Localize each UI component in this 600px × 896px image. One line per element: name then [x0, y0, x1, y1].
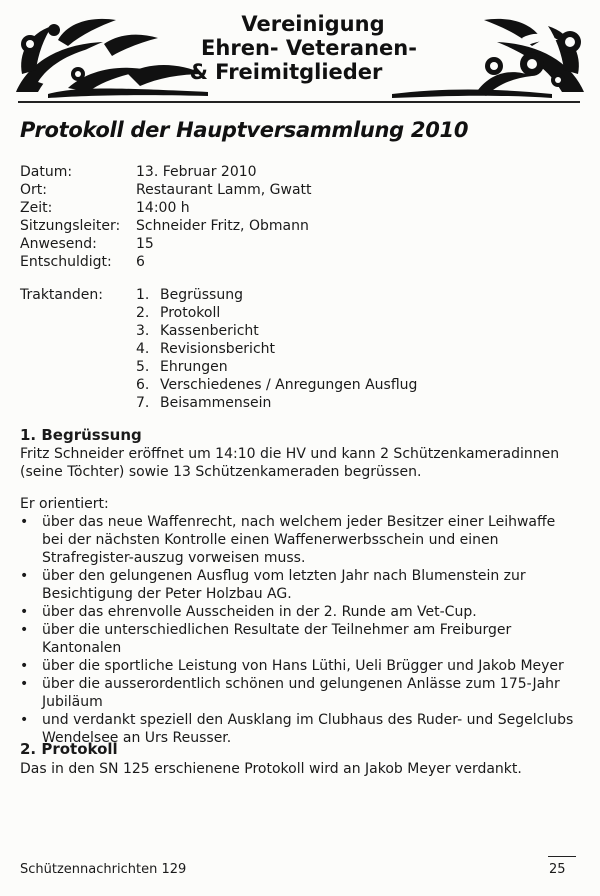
- detail-row: [20, 181, 312, 199]
- agenda-text: Verschiedenes / Anregungen Ausflug: [160, 377, 418, 393]
- list-item-text: über das ehrenvolle Ausscheiden in der 2. Runde am Vet-Cup.: [42, 604, 477, 620]
- agenda-item: [136, 340, 417, 358]
- agenda-item: [136, 322, 417, 340]
- list-item: [20, 675, 580, 711]
- detail-row: [20, 217, 312, 235]
- detail-value: 6: [136, 254, 145, 270]
- list-item-text: und verdankt speziell den Ausklang im Clubhaus des Ruder- und Segelclubs Wendelsee an Urs Reusser.: [42, 712, 574, 746]
- agenda-item: [136, 358, 417, 376]
- agenda: [20, 286, 417, 412]
- agenda-item: [136, 394, 417, 412]
- agenda-text: Protokoll: [160, 305, 221, 321]
- bullet-icon: •: [20, 658, 29, 674]
- detail-label: Entschuldigt:: [20, 254, 112, 270]
- list-item-text: über die unterschiedlichen Resultate der Teilnehmer am Freiburger Kantonalen: [42, 622, 512, 656]
- section-intro-paragraph: Fritz Schneider eröffnet um 14:10 die HV und kann 2 Schützenkameradinnen (seine Töchter) sowie 13 Schützenkameraden begrüssen.: [20, 446, 560, 480]
- agenda-item: [136, 286, 417, 304]
- agenda-text: Revisionsbericht: [160, 341, 276, 357]
- agenda-text: Ehrungen: [160, 359, 228, 375]
- list-item: [20, 603, 580, 621]
- footer-divider: [548, 856, 576, 857]
- detail-label: Anwesend:: [20, 236, 97, 252]
- organization-title: [8, 12, 592, 84]
- publication-name: Schützennachrichten 129: [20, 862, 187, 877]
- detail-value: 13. Februar 2010: [136, 164, 257, 180]
- list-item: [20, 657, 580, 675]
- agenda-text: Beisammensein: [160, 395, 272, 411]
- section-protokoll-paragraph: Das in den SN 125 erschienene Protokoll wird an Jakob Meyer verdankt.: [20, 761, 522, 777]
- agenda-number: 6.: [136, 377, 150, 393]
- detail-row: [20, 199, 312, 217]
- agenda-list: [136, 286, 417, 412]
- agenda-text: Kassenbericht: [160, 323, 259, 339]
- detail-value: 14:00 h: [136, 200, 190, 216]
- detail-value: 15: [136, 236, 154, 252]
- detail-value: Schneider Fritz, Obmann: [136, 218, 309, 234]
- detail-row: [20, 253, 312, 271]
- header-divider: [18, 101, 580, 103]
- detail-row: [20, 163, 312, 181]
- agenda-item: [136, 304, 417, 322]
- bullet-icon: •: [20, 514, 29, 530]
- bullet-icon: •: [20, 622, 29, 638]
- agenda-item: [136, 376, 417, 394]
- detail-row: [20, 235, 312, 253]
- agenda-text: Begrüssung: [160, 287, 243, 303]
- section-heading-protokoll: 2. Protokoll: [20, 740, 118, 758]
- agenda-number: 3.: [136, 323, 150, 339]
- agenda-number: 1.: [136, 287, 150, 303]
- agenda-label: Traktanden:: [20, 287, 103, 303]
- org-title-line-2: Ehren- Veteranen-: [201, 36, 417, 60]
- org-title-line-1: Vereinigung: [241, 12, 385, 36]
- detail-value: Restaurant Lamm, Gwatt: [136, 182, 312, 198]
- agenda-number: 2.: [136, 305, 150, 321]
- agenda-number: 7.: [136, 395, 150, 411]
- document-title: Protokoll der Hauptversammlung 2010: [20, 118, 469, 142]
- list-item-text: über die ausserordentlich schönen und gelungenen Anlässe zum 175-Jahr Jubiläum: [42, 676, 560, 710]
- list-item: [20, 567, 580, 603]
- meeting-details: [20, 163, 312, 271]
- detail-label: Datum:: [20, 164, 73, 180]
- detail-label: Sitzungsleiter:: [20, 218, 121, 234]
- list-item-text: über die sportliche Leistung von Hans Lüthi, Ueli Brügger und Jakob Meyer: [42, 658, 564, 674]
- detail-label: Zeit:: [20, 200, 53, 216]
- announcement-list: [20, 513, 580, 747]
- header-banner: [8, 4, 592, 104]
- agenda-number: 5.: [136, 359, 150, 375]
- bullet-icon: •: [20, 604, 29, 620]
- detail-label: Ort:: [20, 182, 47, 198]
- bullet-icon: •: [20, 568, 29, 584]
- bullet-icon: •: [20, 676, 29, 692]
- bullet-icon: •: [20, 712, 29, 728]
- page-number: 25: [549, 862, 566, 877]
- agenda-number: 4.: [136, 341, 150, 357]
- list-item: [20, 513, 580, 567]
- section-heading-begruessung: 1. Begrüssung: [20, 426, 142, 444]
- list-item-text: über den gelungenen Ausflug vom letzten Jahr nach Blumenstein zur Besichtigung der Peter Holzbau AG.: [42, 568, 526, 602]
- list-item: [20, 621, 580, 657]
- list-item-text: über das neue Waffenrecht, nach welchem jeder Besitzer einer Leihwaffe bei der nächsten Kontrolle einen Waffenerwerbsschein und einen Strafregister-auszug vorweisen muss.: [42, 514, 556, 566]
- org-title-line-3: & Freimitglieder: [189, 60, 383, 84]
- orientiert-label: Er orientiert:: [20, 496, 109, 512]
